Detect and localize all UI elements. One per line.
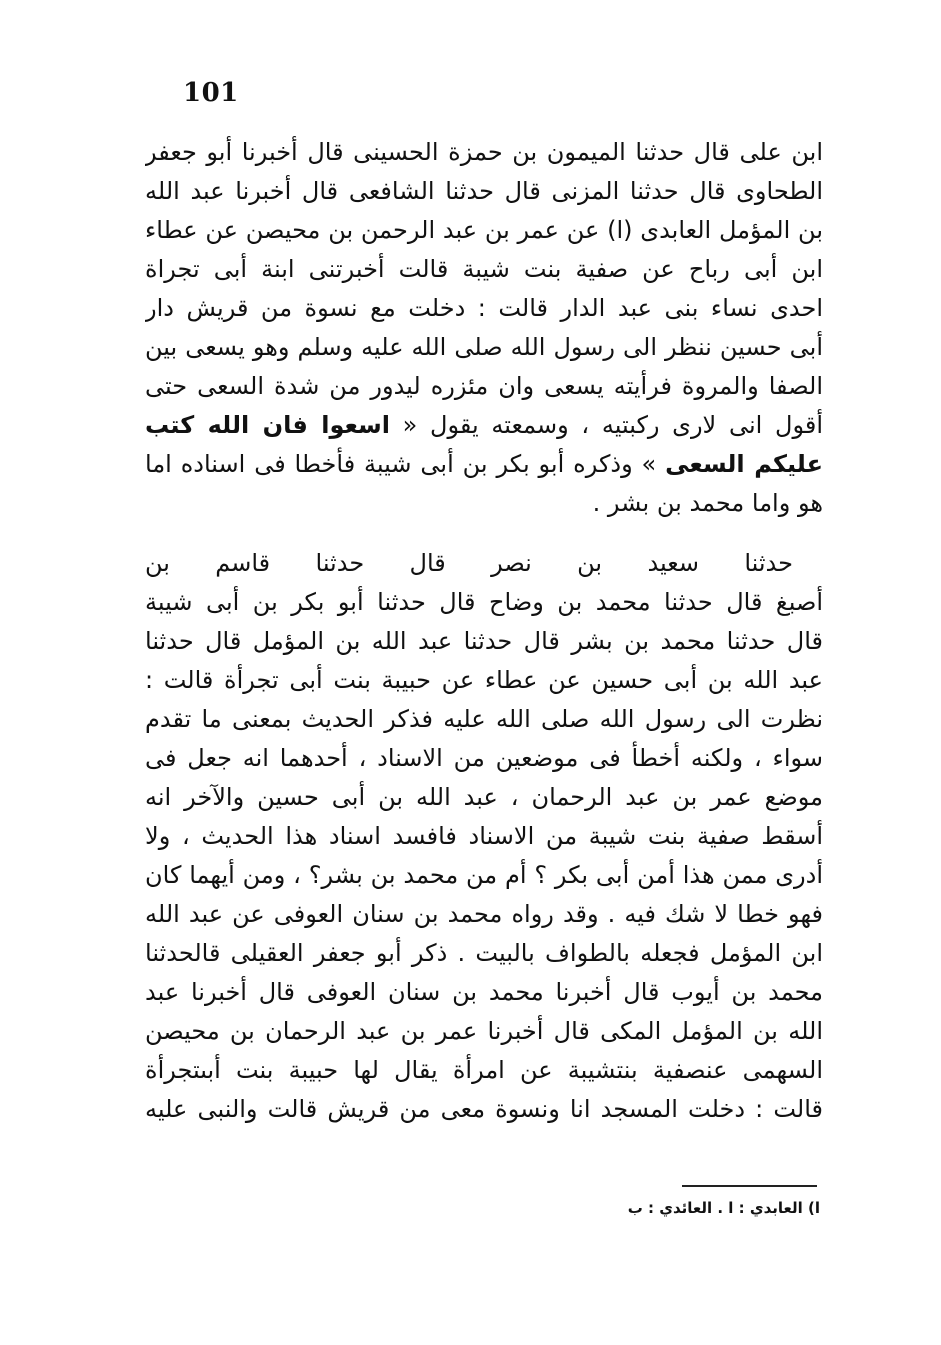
bold-quote: اسعوا فان الله كتب [145, 411, 390, 439]
text-line: سواء ، ولكنه أخطأ فى موضعين من الاسناد ، أحدهما انه جعل فى [145, 744, 823, 772]
footnote: ا) العابدي : ا . العائدي : ب [627, 1199, 820, 1217]
text-line: أدرى ممن هذا أمن أبى بكر ؟ أم من محمد بن بشر؟ ، ومن أيهما كان [145, 861, 823, 889]
text-line: السهمى عنصفية بنتشيبة عن امرأة يقال لها حبيبة بنت أبىتجرأة [145, 1056, 823, 1084]
text-line: قال حدثنا محمد بن بشر قال حدثنا عبد الله بن المؤمل قال حدثنا [145, 627, 823, 655]
text-line: ابن المؤمل فجعله بالطواف بالبيت . ذكر أبو جعفر العقيلى قالحدثنا [145, 939, 823, 967]
main-text [145, 133, 823, 1129]
text-line: ابن أبى رباح عن صفية بنت شيبة قالت أخبرتنى ابنة أبى تجراة [145, 255, 823, 283]
text-line: بن المؤمل العابدى (ا) عن عمر بن عبد الرحمن بن محيصن عن عطاء [145, 216, 823, 244]
text-line: عبد الله بن أبى حسين عن عطاء عن حبيبة بنت أبى تجرأة قالت : [145, 666, 823, 694]
paragraph-1 [145, 133, 823, 523]
paragraph-gap [145, 523, 823, 544]
text-line: الصفا والمروة فرأيته يسعى وان مئزره ليدور من شدة السعى حتى [145, 372, 823, 400]
text-line: فهو خطا لا شك فيه . وقد رواه محمد بن سنان العوفى عن عبد الله [145, 900, 823, 928]
text-line: موضع عمر بن عبد الرحمان ، عبد الله بن أبى حسين والآخر انه [145, 783, 823, 811]
text-line: ابن على قال حدثنا الميمون بن حمزة الحسينى قال أخبرنا أبو جعفر [145, 138, 823, 166]
text-line: أصبغ قال حدثنا محمد بن وضاح قال حدثنا أبو بكر بن أبى شيبة [145, 588, 823, 616]
footnote-divider [682, 1185, 817, 1187]
text-line: أسقط صفية بنت شيبة من الاسناد فافسد اسناد هذا الحديث ، ولا [145, 822, 823, 850]
text-line-emphasis [145, 406, 823, 445]
text-line: محمد بن أيوب قال أخبرنا محمد بن سنان العوفى قال أخبرنا عبد [145, 978, 823, 1006]
text-line: هو واما محمد بن بشر . [592, 489, 823, 517]
page-number: 101 [183, 78, 239, 108]
text-line: احدى نساء بنى عبد الدار قالت : دخلت مع نسوة من قريش دار [145, 294, 823, 322]
text-fragment: » وذكره أبو بكر بن أبى شيبة فأخطا فى اسناده اما [145, 450, 666, 478]
text-line: الله بن المؤمل المكى قال أخبرنا عمر بن عبد الرحمان بن محيصن [145, 1017, 823, 1045]
text-line: قالت : دخلت المسجد انا ونسوة معى من قريش قالت والنبى عليه [145, 1095, 823, 1123]
bold-quote: عليكم السعى [665, 450, 823, 478]
text-line: حدثنا سعيد بن نصر قال حدثنا قاسم بن [145, 549, 793, 577]
text-line: أبى حسين ننظر الى رسول الله صلى الله عليه وسلم وهو يسعى بين [145, 333, 823, 361]
paragraph-2 [145, 544, 823, 1129]
text-fragment: أقول انى لارى ركبتيه ، وسمعته يقول « [389, 411, 823, 439]
text-line: الطحاوى قال حدثنا المزنى قال حدثنا الشافعى قال أخبرنا عبد الله [145, 177, 823, 205]
text-line: نظرت الى رسول الله صلى الله عليه فذكر الحديث بمعنى ما تقدم [145, 705, 823, 733]
text-line-emphasis [145, 445, 823, 484]
